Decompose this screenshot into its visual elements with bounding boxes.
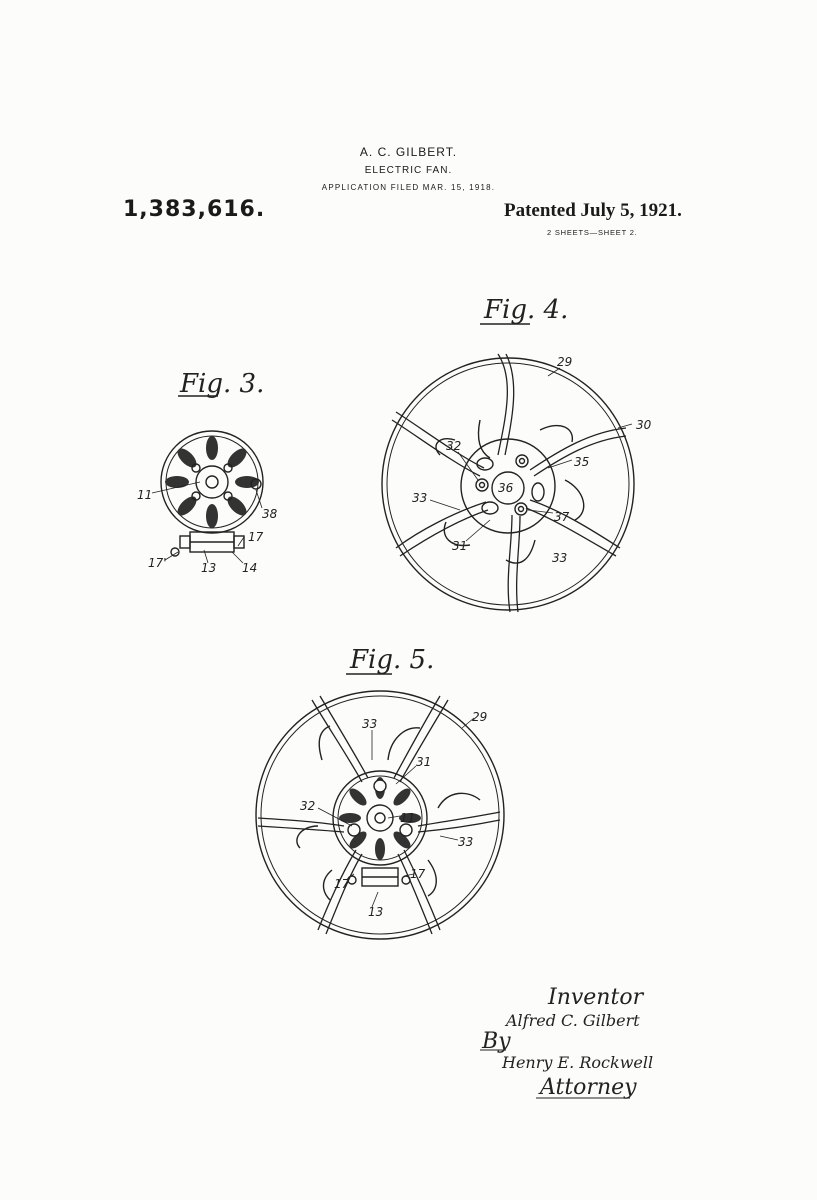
fig-5-ref-29: 29 bbox=[472, 710, 488, 724]
fig-5-screws bbox=[348, 780, 412, 836]
fig-3-vents bbox=[165, 436, 259, 528]
fig-4-ref-36: 36 bbox=[498, 481, 514, 495]
fig-4-ref-35: 35 bbox=[574, 455, 590, 469]
application-filed: APPLICATION FILED MAR. 15, 1918. bbox=[321, 183, 496, 192]
fig-3-hub bbox=[196, 466, 228, 498]
figure-3 bbox=[137, 369, 278, 575]
fig-5-guard-outer bbox=[256, 691, 504, 939]
fig-3-ref-17p: 17' bbox=[148, 556, 167, 570]
sheet-info: 2 SHEETS—SHEET 2. bbox=[547, 228, 638, 237]
fig-5-shaft bbox=[375, 813, 385, 823]
fig-3-clamp bbox=[171, 532, 244, 556]
fig-5-ref-11: 11 bbox=[400, 811, 416, 825]
patent-number: 1,383,616. bbox=[123, 197, 266, 222]
inventor-signature: Alfred C. Gilbert bbox=[506, 1011, 640, 1030]
fig-3-ref-17: 17 bbox=[248, 530, 264, 544]
signature-block bbox=[481, 985, 653, 1100]
fig-5-guard-wires bbox=[258, 696, 500, 934]
fig-5-ref-33a: 33 bbox=[362, 717, 378, 731]
attorney-label: Attorney bbox=[540, 1075, 637, 1100]
fig-4-ref-33a: 33 bbox=[412, 491, 428, 505]
fig-3-ref-38: 38 bbox=[262, 507, 278, 521]
figure-4 bbox=[382, 295, 652, 612]
fig-4-ref-31: 31 bbox=[452, 539, 468, 553]
fig-5-clamp bbox=[348, 868, 410, 886]
figure-5 bbox=[256, 645, 504, 939]
fig-4-label: Fig. 4. bbox=[484, 295, 569, 325]
fig-3-shaft bbox=[206, 476, 218, 488]
by-label: By bbox=[482, 1029, 511, 1054]
fig-4-ref-33b: 33 bbox=[552, 551, 568, 565]
fig-5-ref-13: 13 bbox=[368, 905, 384, 919]
fig-3-ref-13: 13 bbox=[201, 561, 217, 575]
patent-title: ELECTRIC FAN. bbox=[364, 165, 453, 176]
inventor-label: Inventor bbox=[548, 985, 644, 1010]
fig-3-ref-11: 11 bbox=[137, 488, 153, 502]
fig-4-ref-37: 37 bbox=[554, 510, 570, 524]
fig-4-ref-30: 30 bbox=[636, 418, 652, 432]
fig-4-ref-32: 32 bbox=[446, 439, 462, 453]
fig-5-blades-hooks bbox=[297, 726, 480, 900]
fig-4-ref-29: 29 bbox=[557, 355, 573, 369]
fig-5-ref-31: 31 bbox=[416, 755, 432, 769]
fig-5-ref-32: 32 bbox=[300, 799, 316, 813]
fig-5-ref-17a: 17 bbox=[334, 877, 350, 891]
inventor-name: A. C. GILBERT. bbox=[359, 145, 458, 159]
fig-5-ref-17b: 17 bbox=[410, 867, 426, 881]
patented-date: Patented July 5, 1921. bbox=[504, 200, 682, 221]
fig-5-guard-inner bbox=[261, 696, 499, 934]
fig-5-ref-33b: 33 bbox=[458, 835, 474, 849]
fig-3-label: Fig. 3. bbox=[180, 369, 265, 399]
fig-3-ref-14: 14 bbox=[242, 561, 258, 575]
fig-5-label: Fig. 5. bbox=[350, 645, 435, 675]
attorney-signature: Henry E. Rockwell bbox=[502, 1053, 654, 1072]
